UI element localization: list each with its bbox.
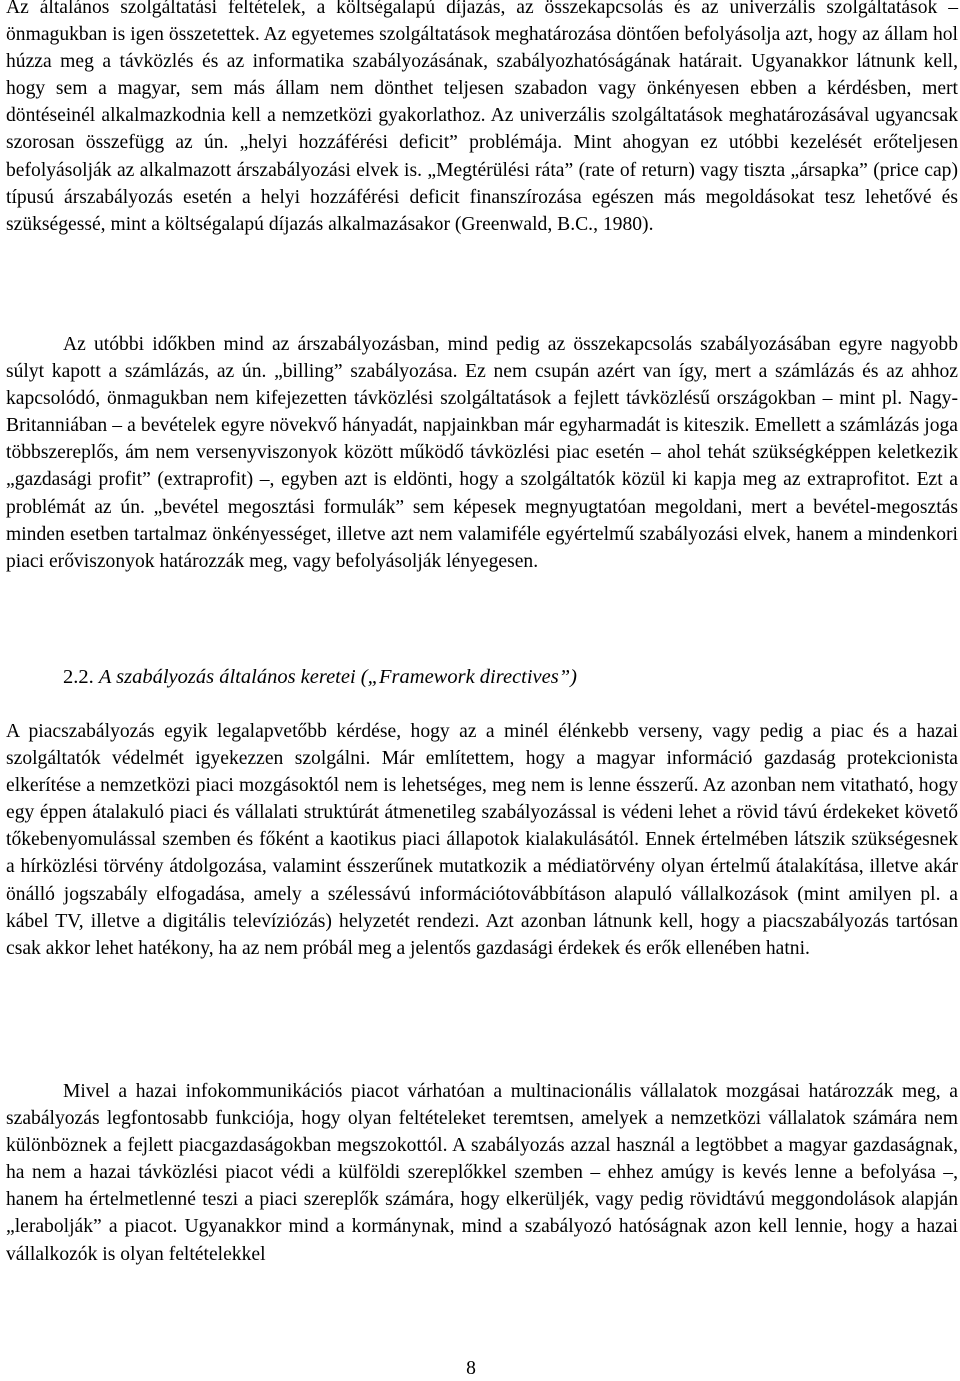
body-paragraph-4: Mivel a hazai infokommunikációs piacot várhatóan a multinacionális vállalatok mozgásai határozzák meg, a szabályozás legfontosabb funkciója, hogy olyan feltételeket teremtsen, amelyek a nemzetközi vállalatok számára nem különböznek a fejlett piacgazdaságokban megszokottól. A szabályozás azzal használ a legtöbbet a magyar gazdaságnak, ha nem a hazai távközlési piacot védi a külföldi szereplőkkel szemben – ehhez amúgy is kevés lenne a befolyása –, hanem ha értelmetlenné teszi a piaci szereplők számára, hogy elkerüljék, vagy pedig rövidtávú meggondolások alapján „lerabolják” a piacot. Ugyanakkor mind a kormánynak, mind a szabályozó hatóságnak azon kell lennie, hogy a hazai vállalkozók is olyan feltételekkel	[6, 1081, 958, 1265]
section-title: A szabályozás általános keretei („Framework directives”)	[98, 666, 577, 688]
body-paragraph-3: A piacszabályozás egyik legalapvetőbb kérdése, hogy az a minél élénkebb verseny, vagy pedig a piac és a hazai szolgáltatók védelmét igyekezzen szolgálni. Már említettem, hogy a magyar információ gazdaság protekcionista elkerítése a nemzetközi piaci mozgásoktól nem is lehetséges, meg nem is lenne ésszerű. Az azonban nem vitatható, hogy egy éppen átalakuló piaci és vállalati struktúrát átmenetileg szabályozással is védeni lehet a rövid távú érdekeket követő tőkebenyomulással szemben és főként a kaotikus piaci állapotok kialakulásától. Ennek értelmében látszik szükségesnek a hírközlési törvény átdolgozása, valamint ésszerűnek mutatkozik a médiatörvény olyan értelmű átalakítása, illetve akár önálló jogszabály elfogadása, amely a szélessávú információtovábbításon alapuló vállalkozások (mint amilyen pl. a kábel TV, illetve a digitális televíziózás) helyzetét rendezi. Azt azonban látnunk kell, hogy a piacszabályozás tartósan csak akkor lehet hatékony, ha az nem próbál meg a jelentős gazdasági érdekek és erők ellenében hatni.	[6, 721, 958, 959]
section-number: 2.2.	[63, 666, 94, 688]
section-heading	[63, 663, 577, 691]
body-paragraph-1: Az általános szolgáltatási feltételek, a költségalapú díjazás, az összekapcsolás és az univerzális szolgáltatások – önmagukban is igen összetettek. Az egyetemes szolgáltatások meghatározása döntően befolyásolja azt, hogy az állam hol húzza meg a távközlés és az informatika szabályozásának, szabályozhatóságának határait. Ugyanakkor látnunk kell, hogy sem a magyar, sem más állam nem dönthet teljesen szabadon vagy önkényesen ebben a kérdésben, mert döntéseinél alkalmazkodnia kell a nemzetközi gyakorlathoz. Az univerzális szolgáltatások meghatározásával ugyancsak szorosan összefügg az ún. „helyi hozzáférési deficit” problémája. Mint ahogyan ez utóbbi kezelését erőteljesen befolyásolják az alkalmazott árszabályozási elvek is. „Megtérülési ráta” (rate of return) vagy tiszta „ársapka” (price cap) típusú árszabályozás esetén a helyi hozzáférési deficit finanszírozása egészen más megoldásokat tesz lehetővé és szükségessé, mint a költségalapú díjazás alkalmazásakor (Greenwald, B.C., 1980).	[6, 0, 958, 235]
document-page	[6, 0, 958, 1381]
body-paragraph-2: Az utóbbi időkben mind az árszabályozásban, mind pedig az összekapcsolás szabályozásában egyre nagyobb súlyt kapott a számlázás, az ún. „billing” szabályozása. Ez nem csupán azért van így, mert a számlázás és az ahhoz kapcsolódó, önmagukban nem kifejezetten távközlési szolgáltatások a fejlett távközlésű országokban – mint pl. Nagy-Britanniában – a bevételek egyre növekvő hányadát, napjainkban már egyharmadát is kiteszik. Emellett a számlázás joga többszereplős, ám nem versenyviszonyok között működő távközlési piac esetén – ahol tehát szükségképpen keletkezik „gazdasági profit” (extraprofit) –, egyben azt is eldönti, hogy a szolgáltatók közül ki kapja meg az extraprofitot. Ezt a problémát az ún. „bevétel megosztási formulák” sem képesek megnyugtatóan megoldani, mert a bevétel-megosztás minden esetben tartalmaz önkényességet, illetve azt nem valamiféle egyértelmű szabályozási elvek, hanem a mindenkori piaci erőviszonyok határozzák meg, vagy befolyásolják lényegesen.	[6, 334, 958, 572]
page-number: 8	[466, 1358, 476, 1379]
